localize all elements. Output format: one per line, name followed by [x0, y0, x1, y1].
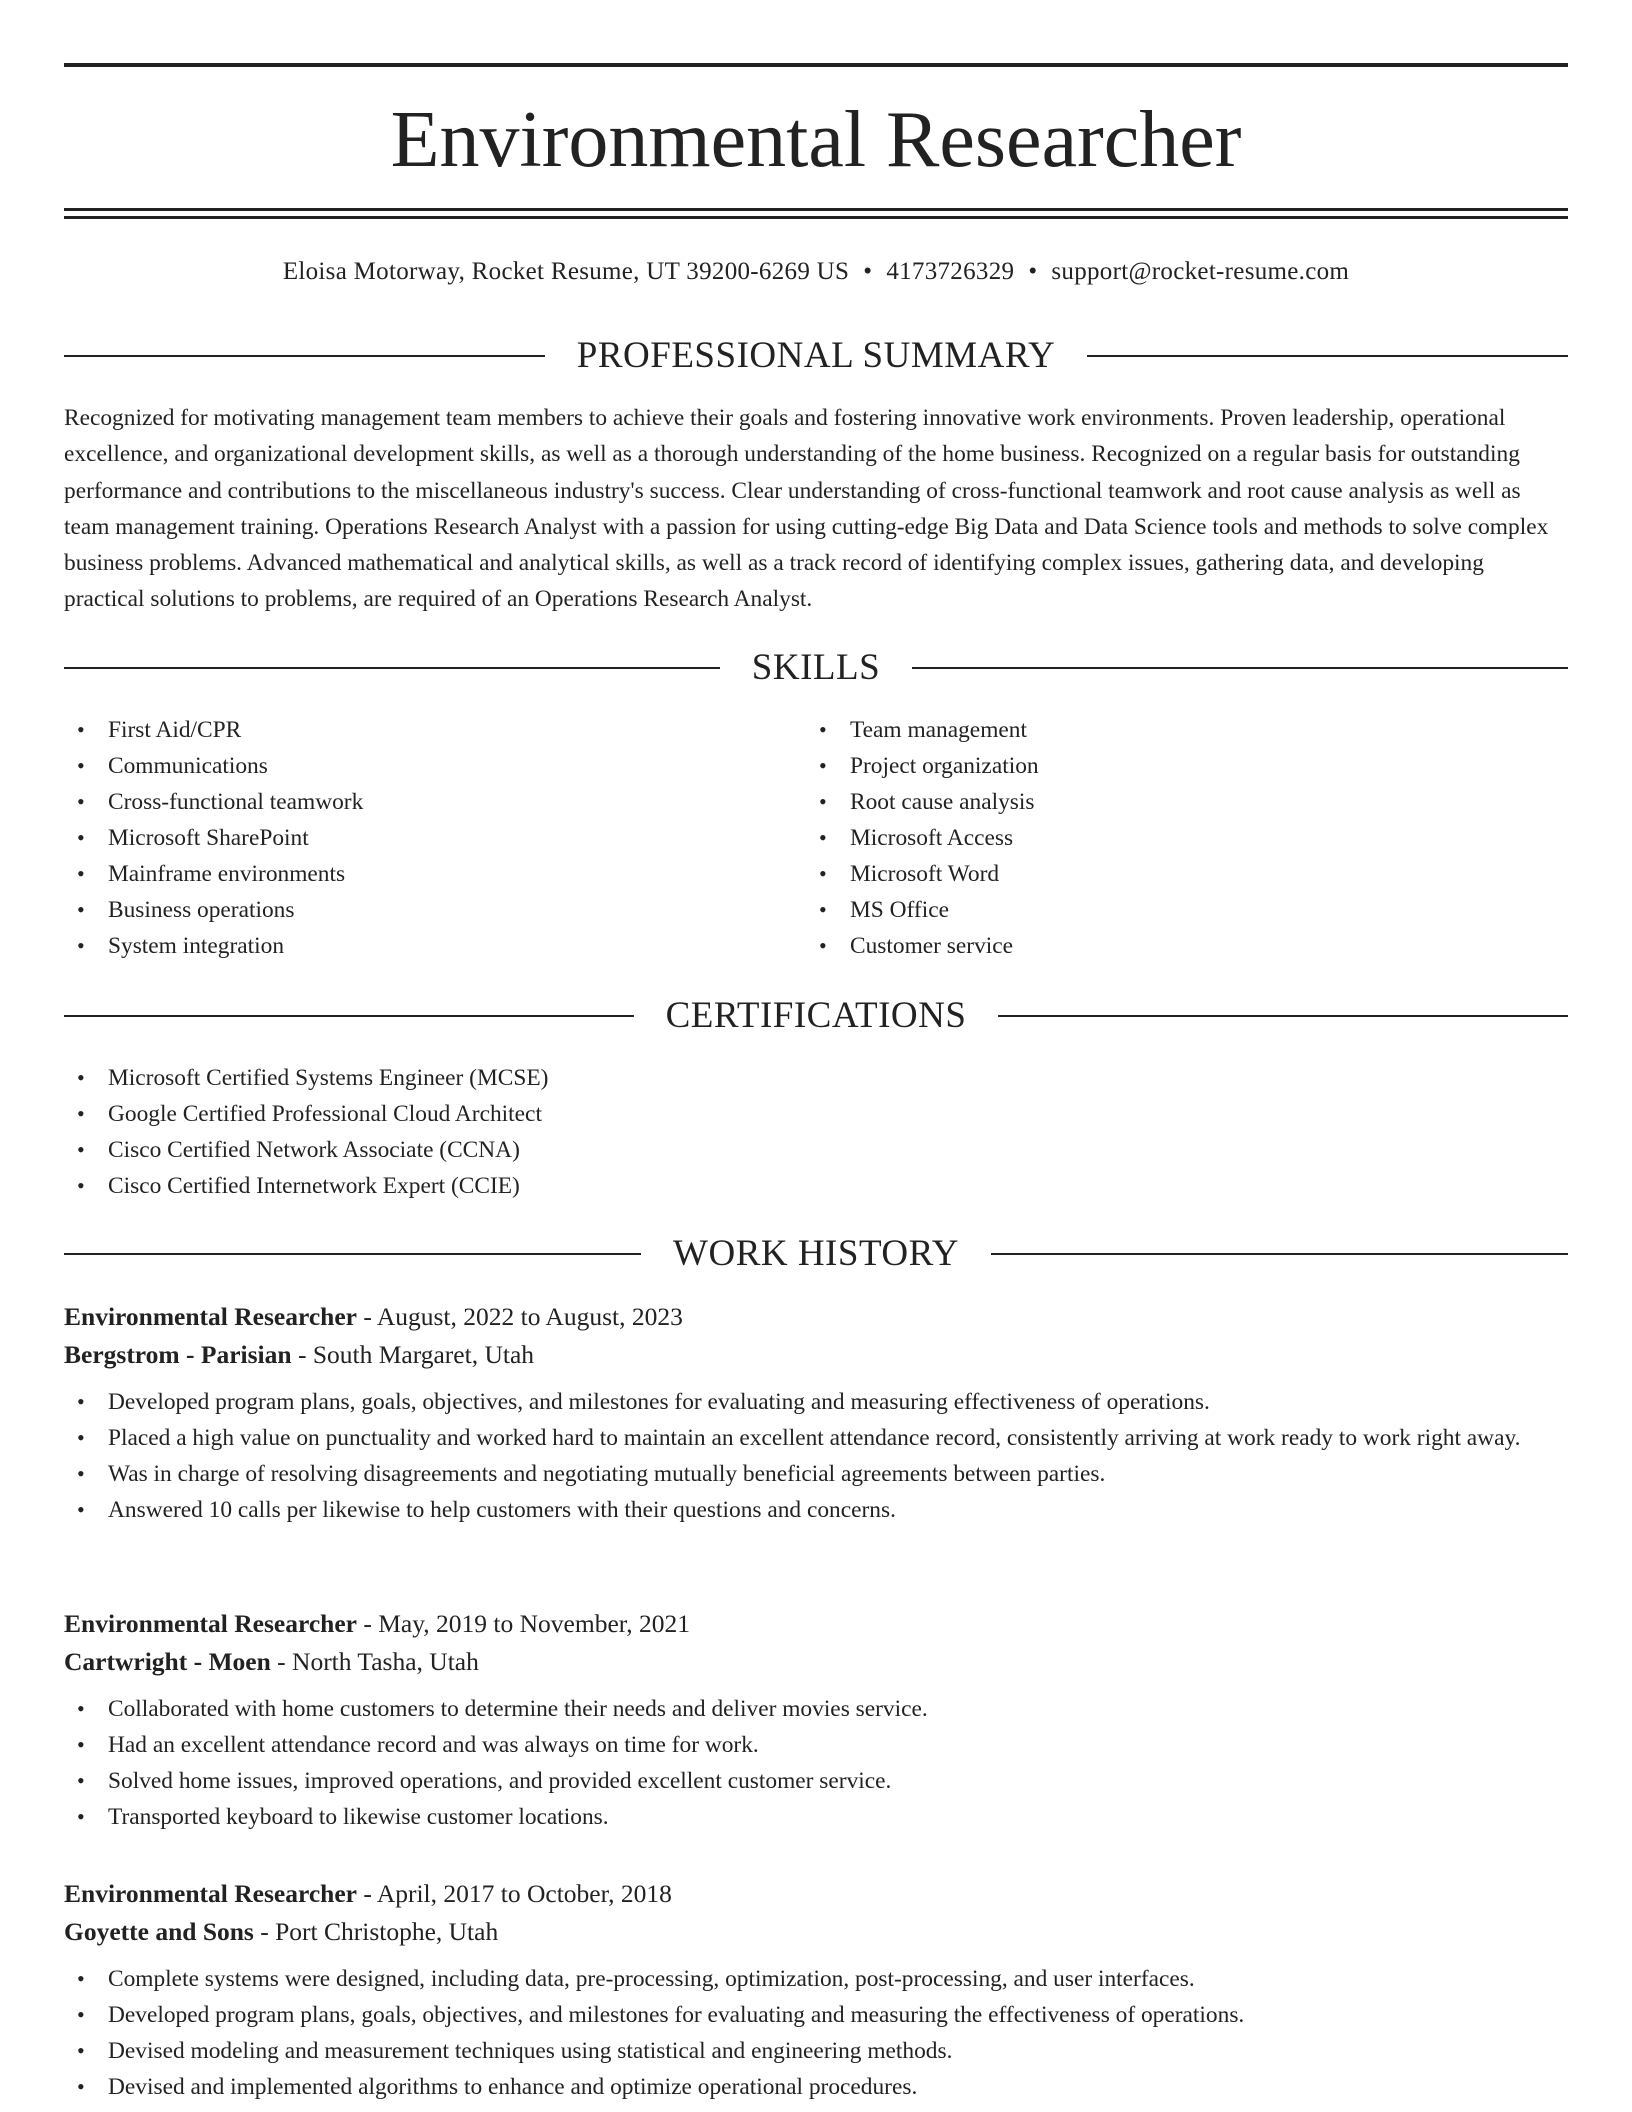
job-company: Goyette and Sons — [64, 1917, 254, 1946]
skill-item: • Project organization — [806, 748, 1506, 784]
job-dates: - August, 2022 to August, 2023 — [356, 1302, 683, 1331]
heading-rule-left — [64, 1253, 641, 1255]
skill-item: • Microsoft Word — [806, 856, 1506, 892]
summary-heading-label: PROFESSIONAL SUMMARY — [576, 335, 1056, 376]
job-dates: - May, 2019 to November, 2021 — [356, 1609, 691, 1638]
certification-item: • Google Certified Professional Cloud Architect — [64, 1096, 1464, 1132]
skill-item: • Mainframe environments — [64, 856, 764, 892]
job-company-line — [64, 1643, 1568, 1681]
job-location: - North Tasha, Utah — [270, 1647, 479, 1676]
skill-item: • Root cause analysis — [806, 784, 1506, 820]
certification-item: • Cisco Certified Network Associate (CCNA) — [64, 1132, 1464, 1168]
job-entry — [64, 1298, 1568, 1528]
heading-rule-right — [998, 1015, 1568, 1017]
contact-separator: • — [1028, 258, 1038, 285]
certifications-heading-label: CERTIFICATIONS — [665, 995, 967, 1036]
heading-rule-left — [64, 1015, 634, 1017]
job-title: Environmental Researcher — [64, 1302, 357, 1331]
heading-rule-right — [991, 1253, 1568, 1255]
job-location: - Port Christophe, Utah — [253, 1917, 499, 1946]
job-bullet: • Was in charge of resolving disagreements and negotiating mutually beneficial agreements between parties. — [64, 1456, 1568, 1492]
contact-separator: • — [863, 258, 873, 285]
job-company-line — [64, 1913, 1568, 1951]
heading-rule-left — [64, 355, 545, 357]
summary-text: Recognized for motivating management team members to achieve their goals and fostering innovative work environments. Proven leadership, operational excellence, and organizational development skills, as well as a thorough understanding of the home business. Recognized on a regular basis for outstanding performance and contributions to the miscellaneous industry's success. Clear understanding of cross-functional teamwork and root cause analysis as well as team management training. Operations Research Analyst with a passion for using cutting-edge Big Data and Data Science tools and methods to solve complex business problems. Advanced mathematical and analytical skills, as well as a track record of identifying complex issues, gathering data, and developing practical solutions to problems, are required of an Operations Research Analyst. — [64, 405, 1549, 613]
skill-item: • Business operations — [64, 892, 764, 928]
resume-title: Environmental Researcher — [390, 96, 1242, 184]
job-bullet: • Collaborated with home customers to determine their needs and deliver movies service. — [64, 1691, 1568, 1727]
job-entry — [64, 1875, 1568, 2105]
skill-item: • MS Office — [806, 892, 1506, 928]
job-bullet: • Devised modeling and measurement techniques using statistical and engineering methods. — [64, 2033, 1568, 2069]
certifications-list — [64, 1060, 1464, 1204]
job-company-line — [64, 1336, 1568, 1374]
job-bullet: • Answered 10 calls per likewise to help customers with their questions and concerns. — [64, 1492, 1568, 1528]
job-title-line — [64, 1875, 1568, 1913]
job-entry — [64, 1605, 1568, 1835]
contact-address: Eloisa Motorway, Rocket Resume, UT 39200-6269 US — [282, 258, 850, 285]
skill-item: • Cross-functional teamwork — [64, 784, 764, 820]
job-bullets — [64, 1691, 1568, 1835]
skill-item: • Customer service — [806, 928, 1506, 964]
job-bullet: • Had an excellent attendance record and was always on time for work. — [64, 1727, 1568, 1763]
job-title-line — [64, 1605, 1568, 1643]
job-company: Cartwright - Moen — [64, 1647, 271, 1676]
job-bullet: • Solved home issues, improved operations, and provided excellent customer service. — [64, 1763, 1568, 1799]
certification-item: • Cisco Certified Internetwork Expert (CCIE) — [64, 1168, 1464, 1204]
heading-rule-right — [912, 667, 1568, 669]
job-dates: - April, 2017 to October, 2018 — [356, 1879, 672, 1908]
work-history-heading-label: WORK HISTORY — [673, 1233, 959, 1274]
certification-item: • Microsoft Certified Systems Engineer (MCSE) — [64, 1060, 1464, 1096]
skill-item: • Microsoft Access — [806, 820, 1506, 856]
job-bullets — [64, 1384, 1568, 1528]
job-bullet: • Developed program plans, goals, objectives, and milestones for evaluating and measuring effectiveness of operations. — [64, 1384, 1568, 1420]
skills-list-left — [64, 712, 764, 964]
skill-item: • Team management — [806, 712, 1506, 748]
job-bullets — [64, 1961, 1568, 2105]
job-bullet: • Devised and implemented algorithms to enhance and optimize operational procedures. — [64, 2069, 1568, 2105]
skills-heading-label: SKILLS — [751, 647, 881, 688]
heading-rule-left — [64, 667, 720, 669]
top-rule — [64, 63, 1568, 67]
skill-item: • Microsoft SharePoint — [64, 820, 764, 856]
work-history-heading — [64, 1232, 1568, 1276]
summary-heading — [64, 334, 1568, 378]
certifications-heading — [64, 994, 1568, 1038]
job-location: - South Margaret, Utah — [291, 1340, 535, 1369]
skills-heading — [64, 646, 1568, 690]
job-bullet: • Developed program plans, goals, objectives, and milestones for evaluating and measuring the effectiveness of operations. — [64, 1997, 1568, 2033]
job-title: Environmental Researcher — [64, 1609, 357, 1638]
job-title-line — [64, 1298, 1568, 1336]
contact-email[interactable]: support@rocket-resume.com — [1051, 258, 1350, 285]
job-bullet: • Transported keyboard to likewise customer locations. — [64, 1799, 1568, 1835]
job-company: Bergstrom - Parisian — [64, 1340, 292, 1369]
job-bullet: • Placed a high value on punctuality and worked hard to maintain an excellent attendance record, consistently arriving at work ready to work right away. — [64, 1420, 1568, 1456]
contact-phone[interactable]: 4173726329 — [886, 258, 1015, 285]
heading-rule-right — [1087, 355, 1568, 357]
title-double-rule — [64, 208, 1568, 219]
skill-item: • System integration — [64, 928, 764, 964]
job-title: Environmental Researcher — [64, 1879, 357, 1908]
skill-item: • First Aid/CPR — [64, 712, 764, 748]
skills-list-right — [806, 712, 1506, 964]
job-bullet: • Complete systems were designed, including data, pre-processing, optimization, post-processing, and user interfaces. — [64, 1961, 1568, 1997]
contact-line — [64, 254, 1568, 290]
skill-item: • Communications — [64, 748, 764, 784]
